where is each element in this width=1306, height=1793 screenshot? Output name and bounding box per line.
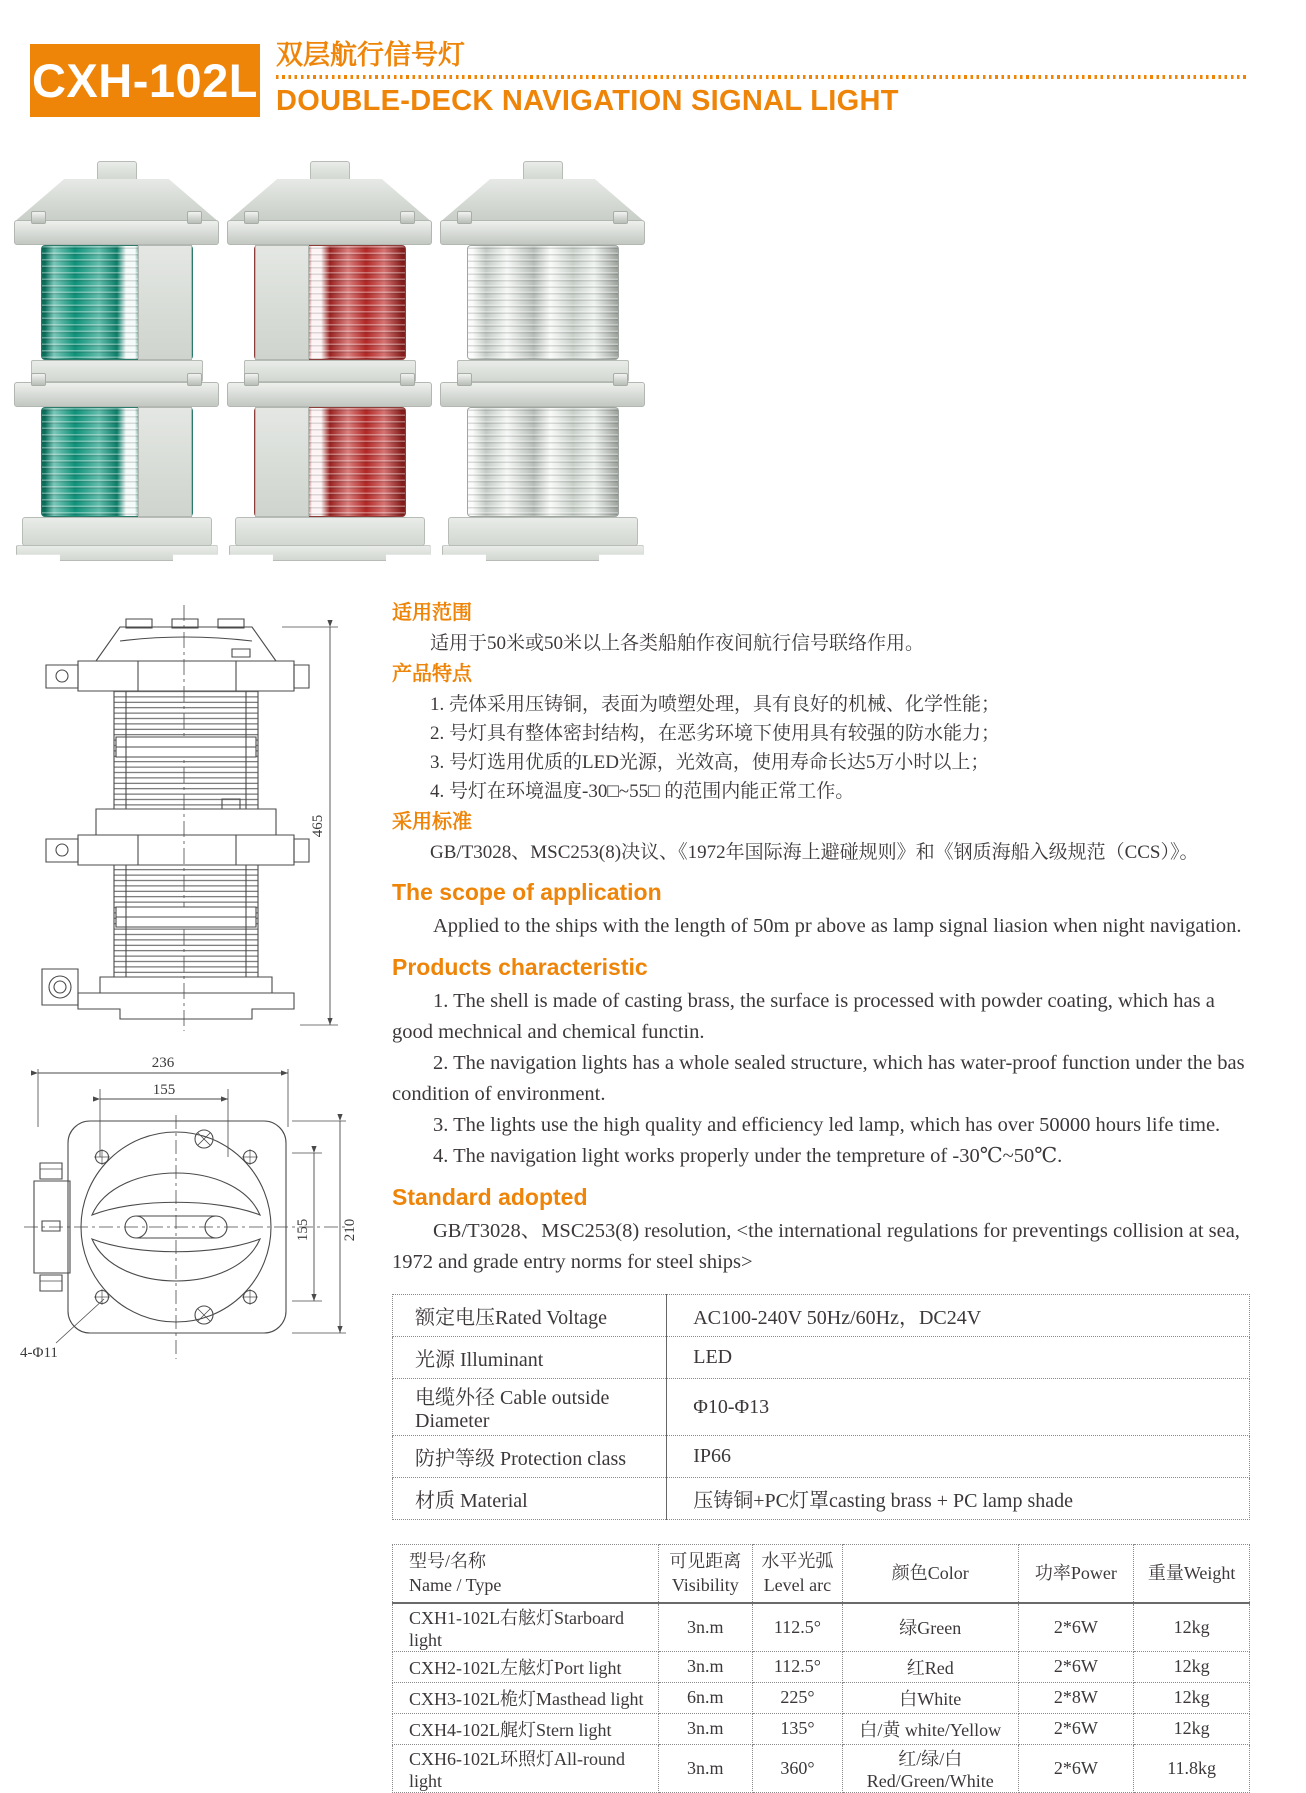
lamp-collar [244, 360, 416, 382]
table-row [393, 1603, 1250, 1652]
lamp-top-knob [523, 161, 563, 181]
lamp-top-knob [310, 161, 350, 181]
lamp-flange [227, 382, 432, 407]
top-width-dimension: 236 [151, 1055, 175, 1071]
section-heading-en-features: Products characteristic [392, 954, 648, 980]
weight-value: 12kg [1134, 1682, 1250, 1713]
side-height-dimension: 465 [310, 814, 326, 838]
color-value: 红/绿/白 Red/Green/White [842, 1744, 1018, 1792]
table-row [393, 1436, 1250, 1478]
visibility-value: 3n.m [658, 1651, 752, 1682]
top-view-drawing [16, 1049, 376, 1371]
visibility-value: 3n.m [658, 1744, 752, 1792]
spec-value: LED [667, 1337, 1250, 1379]
feature-item: 2. The navigation lights has a whole sealed structure, which has water-proof function under the bas condition of environment. [392, 1052, 1245, 1105]
lamp-collar [31, 360, 203, 382]
holes-callout: 4-Φ11 [20, 1345, 58, 1361]
lamp-top-knob [97, 161, 137, 181]
color-value: 白White [842, 1682, 1018, 1713]
type-table [392, 1544, 1250, 1793]
spec-label: 电缆外径 Cable outside Diameter [393, 1379, 667, 1436]
table-row [393, 1744, 1250, 1792]
model-name: CXH6-102L环照灯All-round light [393, 1744, 659, 1792]
table-row [393, 1337, 1250, 1379]
photo-green-light [14, 161, 219, 561]
table-row [393, 1295, 1250, 1337]
section-heading-cn-features: 产品特点 [392, 663, 472, 685]
table-row [393, 1713, 1250, 1744]
photo-red-light [227, 161, 432, 561]
arc-value: 135° [752, 1713, 842, 1744]
top-inner-width-dimension: 155 [152, 1082, 176, 1098]
power-value: 2*6W [1018, 1603, 1134, 1652]
paragraph: 适用于50米或50米以上各类船舶作夜间航行信号联络作用。 [430, 633, 925, 654]
model-name: CXH2-102L左舷灯Port light [393, 1651, 659, 1682]
datasheet-page [0, 40, 1306, 1791]
section-heading-en-standard: Standard adopted [392, 1184, 588, 1210]
col-header-color: 颜色Color [842, 1545, 1018, 1603]
spec-value: Φ10-Φ13 [667, 1379, 1250, 1436]
lamp-base [448, 517, 638, 547]
section-heading-cn-scope: 适用范围 [392, 602, 472, 624]
lamp-flange [14, 220, 219, 245]
model-name: CXH4-102L艉灯Stern light [393, 1713, 659, 1744]
paragraph: Applied to the ships with the length of 50m pr above as lamp signal liasion when night navigation. [433, 915, 1242, 937]
table-row [393, 1478, 1250, 1520]
color-value: 红Red [842, 1651, 1018, 1682]
spec-value: IP66 [667, 1436, 1250, 1478]
power-value: 2*8W [1018, 1682, 1134, 1713]
visibility-value: 3n.m [658, 1603, 752, 1652]
col-header-power: 功率Power [1018, 1545, 1134, 1603]
spec-label: 额定电压Rated Voltage [393, 1295, 667, 1337]
lamp-foot [229, 545, 431, 561]
weight-value: 11.8kg [1134, 1744, 1250, 1792]
spec-label: 材质 Material [393, 1478, 667, 1520]
model-badge: CXH-102L [30, 44, 260, 117]
section-heading-en-scope: The scope of application [392, 879, 662, 905]
spec-text [392, 597, 1306, 1793]
lamp-lens-upper [254, 245, 406, 361]
col-header-name: 型号/名称 Name / Type [393, 1545, 659, 1603]
table-row [393, 1651, 1250, 1682]
lamp-lens-lower [254, 407, 406, 517]
feature-item: 3. 号灯选用优质的LED光源，光效高，使用寿命长达5万小时以上； [430, 752, 990, 773]
arc-value: 360° [752, 1744, 842, 1792]
paragraph: GB/T3028、MSC253(8)决议、《1972年国际海上避碰规则》和《钢质海船入级规范（CCS）》。 [430, 842, 1199, 863]
power-value: 2*6W [1018, 1651, 1134, 1682]
arc-value: 112.5° [752, 1603, 842, 1652]
weight-value: 12kg [1134, 1603, 1250, 1652]
lamp-collar [457, 360, 629, 382]
spec-label: 光源 Illuminant [393, 1337, 667, 1379]
weight-value: 12kg [1134, 1651, 1250, 1682]
power-value: 2*6W [1018, 1713, 1134, 1744]
lamp-foot [442, 545, 644, 561]
feature-item: 4. The navigation light works properly under the tempreture of -30℃~50℃. [433, 1145, 1063, 1167]
color-value: 绿Green [842, 1603, 1018, 1652]
lamp-base [235, 517, 425, 547]
model-name: CXH3-102L桅灯Masthead light [393, 1682, 659, 1713]
lamp-flange [440, 382, 645, 407]
side-view-drawing [16, 597, 376, 1035]
product-photos [14, 161, 1306, 563]
lamp-lens-upper [467, 245, 619, 361]
col-header-arc: 水平光弧 Level arc [752, 1545, 842, 1603]
table-row [393, 1682, 1250, 1713]
lamp-base [22, 517, 212, 547]
model-name: CXH1-102L右舷灯Starboard light [393, 1603, 659, 1652]
technical-drawings [0, 597, 392, 1793]
feature-item: 1. The shell is made of casting brass, the surface is processed with powder coating, which has a good mechnical and chemical functin. [392, 990, 1215, 1043]
top-inner-height-dimension: 155 [295, 1218, 311, 1242]
title-block [276, 40, 1248, 117]
title-chinese: 双层航行信号灯 [276, 40, 465, 70]
lamp-flange [14, 382, 219, 407]
feature-item: 2. 号灯具有整体密封结构，在恶劣环境下使用具有较强的防水能力； [430, 723, 1001, 744]
col-header-visibility: 可见距离 Visibility [658, 1545, 752, 1603]
lamp-flange [227, 220, 432, 245]
spec-value: AC100-240V 50Hz/60Hz，DC24V [667, 1295, 1250, 1337]
photo-white-light [440, 161, 645, 561]
visibility-value: 3n.m [658, 1713, 752, 1744]
paragraph: GB/T3028、MSC253(8) resolution, <the international regulations for preventings collision at sea, 1972 and grade entry norms for steel ships> [392, 1220, 1240, 1273]
lamp-lens-lower [467, 407, 619, 517]
feature-item: 4. 号灯在环境温度-30□~55□ 的范围内能正常工作。 [430, 781, 855, 802]
lamp-lens-upper [41, 245, 193, 361]
spec-value: 压铸铜+PC灯罩casting brass + PC lamp shade [667, 1478, 1250, 1520]
table-row [393, 1379, 1250, 1436]
arc-value: 225° [752, 1682, 842, 1713]
visibility-value: 6n.m [658, 1682, 752, 1713]
table-header-row [393, 1545, 1250, 1603]
arc-value: 112.5° [752, 1651, 842, 1682]
dotted-divider [276, 75, 1248, 79]
power-value: 2*6W [1018, 1744, 1134, 1792]
lamp-foot [16, 545, 218, 561]
section-heading-cn-standard: 采用标准 [392, 811, 472, 833]
top-height-dimension: 210 [342, 1218, 358, 1242]
title-english: DOUBLE-DECK NAVIGATION SIGNAL LIGHT [276, 85, 899, 117]
color-value: 白/黄 white/Yellow [842, 1713, 1018, 1744]
feature-item: 3. The lights use the high quality and efficiency led lamp, which has over 50000 hours life time. [433, 1114, 1221, 1136]
col-header-weight: 重量Weight [1134, 1545, 1250, 1603]
spec-label: 防护等级 Protection class [393, 1436, 667, 1478]
spec-table [392, 1294, 1250, 1520]
lamp-lens-lower [41, 407, 193, 517]
feature-item: 1. 壳体采用压铸铜，表面为喷塑处理，具有良好的机械、化学性能； [430, 694, 1001, 715]
header [30, 40, 1248, 117]
weight-value: 12kg [1134, 1713, 1250, 1744]
lamp-flange [440, 220, 645, 245]
